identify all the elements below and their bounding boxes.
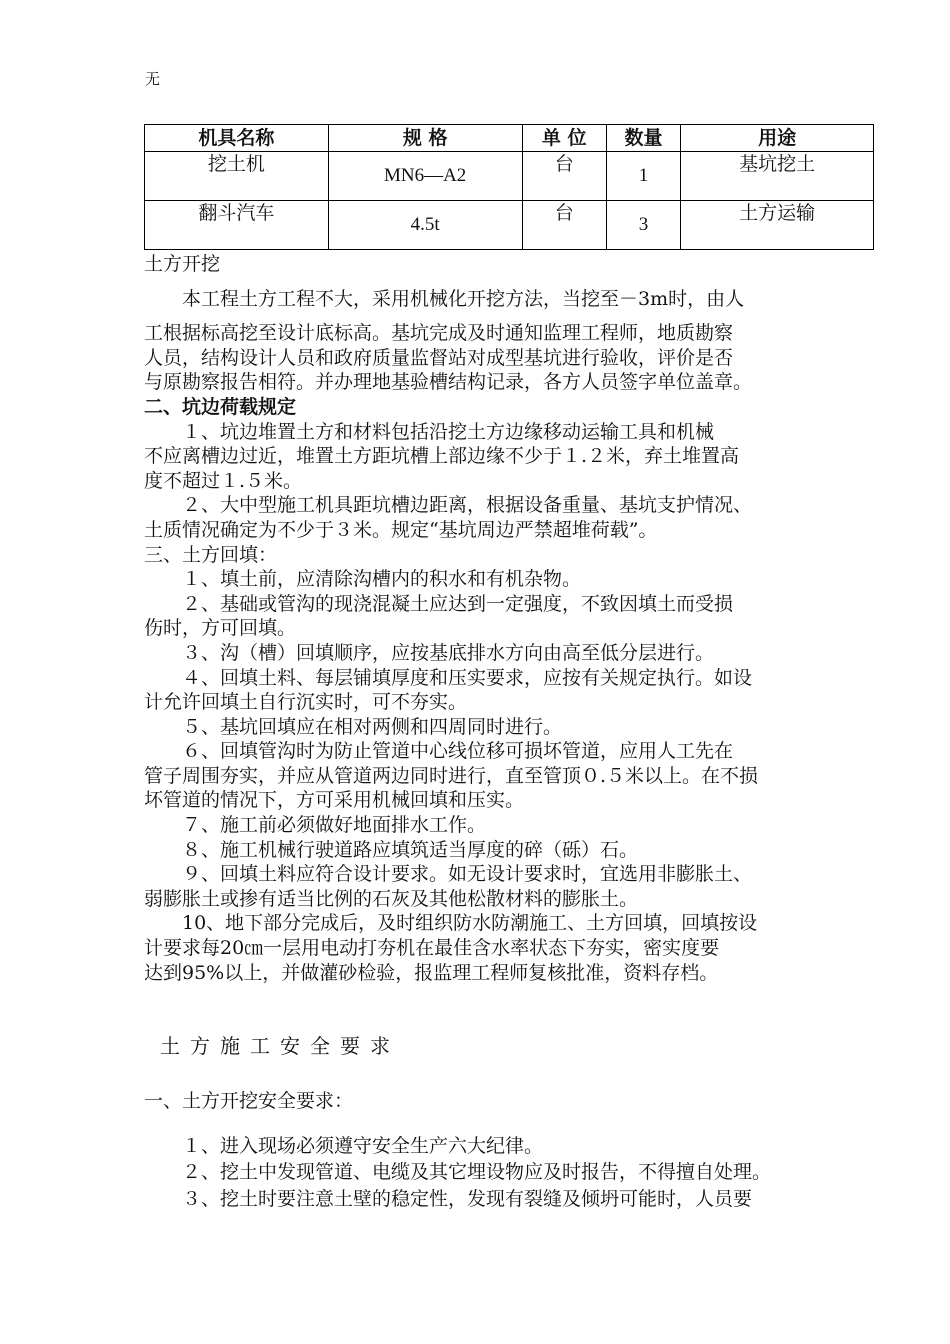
table-header-cell: 机具名称 xyxy=(145,125,329,152)
table-cell: 挖土机 xyxy=(145,152,329,201)
paragraph-line: 工根据标高挖至设计底标高。基坑完成及时通知监理工程师，地质勘察 xyxy=(144,322,734,345)
paragraph-line: 坏管道的情况下，方可采用机械回填和压实。 xyxy=(144,789,525,812)
paragraph-line: 本工程土方工程不大，采用机械化开挖方法，当挖至－3m时，由人 xyxy=(144,287,745,310)
paragraph-line: 与原勘察报告相符。并办理地基验槽结构记录，各方人员签字单位盖章。 xyxy=(144,371,753,394)
safety-line: ３、挖土时要注意土壁的稳定性，发现有裂缝及倾坍可能时，人员要 xyxy=(144,1187,753,1210)
paragraph-line: 不应离槽边过近，堆置土方距坑槽上部边缘不少于１.２米，弃土堆置高 xyxy=(144,445,740,468)
paragraph-line: ７、施工前必须做好地面排水工作。 xyxy=(144,814,487,837)
safety-line: ２、挖土中发现管道、电缆及其它埋设物应及时报告，不得擅自处理。 xyxy=(144,1161,772,1183)
table-cell: 台 xyxy=(522,152,606,201)
table-header-cell: 单 位 xyxy=(522,125,606,152)
header-mark: 无 xyxy=(145,70,161,88)
table-cell: 4.5t xyxy=(328,201,522,250)
paragraph-line: 伤时，方可回填。 xyxy=(144,617,297,640)
table-cell: 台 xyxy=(522,201,606,250)
safety-line: １、进入现场必须遵守安全生产六大纪律。 xyxy=(144,1134,544,1157)
table-row xyxy=(145,152,874,201)
paragraph-line: 人员，结构设计人员和政府质量监督站对成型基坑进行验收，评价是否 xyxy=(144,346,734,369)
paragraph-line: ２、大中型施工机具距坑槽边距离，根据设备重量、基坑支护情况、 xyxy=(144,494,753,517)
paragraph-line: ４、回填土料、每层铺填厚度和压实要求，应按有关规定执行。如设 xyxy=(144,666,753,689)
paragraph-line: ８、施工机械行驶道路应填筑适当厚度的碎（砾）石。 xyxy=(144,838,639,861)
paragraph-line: 度不超过１.５米。 xyxy=(144,469,303,492)
safety-section-title: 土方施工安全要求 xyxy=(160,1034,400,1058)
paragraph-line: ９、回填土料应符合设计要求。如无设计要求时，宜选用非膨胀土、 xyxy=(144,863,753,886)
paragraph-line: １、坑边堆置土方和材料包括沿挖土方边缘移动运输工具和机械 xyxy=(144,420,715,443)
table-cell: 翻斗汽车 xyxy=(145,201,329,250)
table-cell: 土方运输 xyxy=(681,201,874,250)
table-header-cell: 数量 xyxy=(606,125,680,152)
excavation-heading: 土方开挖 xyxy=(144,253,221,275)
paragraph-line: ２、基础或管沟的现浇混凝土应达到一定强度，不致因填土而受损 xyxy=(144,592,734,615)
table-header-cell: 用途 xyxy=(681,125,874,152)
paragraph-line: 计要求每20㎝一层用电动打夯机在最佳含水率状态下夯实，密实度要 xyxy=(144,937,720,960)
table-cell: 3 xyxy=(606,201,680,250)
paragraph-line: 管子周围夯实，并应从管道两边同时进行，直至管顶０.５米以上。在不损 xyxy=(144,764,759,787)
paragraph-line: ６、回填管沟时为防止管道中心线位移可损坏管道，应用人工先在 xyxy=(144,740,734,763)
paragraph-line: １、填土前，应清除沟槽内的积水和有机杂物。 xyxy=(144,568,582,591)
table-header-cell: 规 格 xyxy=(328,125,522,152)
paragraph-line: ５、基坑回填应在相对两侧和四周同时进行。 xyxy=(144,715,563,738)
paragraph-line: 土质情况确定为不少于３米。规定“基坑周边严禁超堆荷载”。 xyxy=(144,518,658,541)
safety-heading: 一、土方开挖安全要求： xyxy=(144,1090,354,1112)
equipment-table xyxy=(144,124,874,250)
table-header-row xyxy=(145,125,874,152)
paragraph-line: 10、地下部分完成后，及时组织防水防潮施工、土方回填，回填按设 xyxy=(144,912,758,935)
paragraph-line: 计允许回填土自行沉实时，可不夯实。 xyxy=(144,691,468,714)
safety-section xyxy=(144,1088,834,1212)
table-row xyxy=(145,201,874,250)
paragraph-line: ３、沟（槽）回填顺序，应按基底排水方向由高至低分层进行。 xyxy=(144,641,715,664)
backfill-heading: 三、土方回填： xyxy=(144,543,278,566)
load-heading: 二、坑边荷载规定 xyxy=(144,395,297,418)
table-cell: 1 xyxy=(606,152,680,201)
table-cell: MN6—A2 xyxy=(328,152,522,201)
body-text xyxy=(144,252,814,985)
paragraph-line: 弱膨胀土或掺有适当比例的石灰及其他松散材料的膨胀土。 xyxy=(144,887,639,910)
paragraph-line: 达到95%以上，并做灌砂检验，报监理工程师复核批准，资料存档。 xyxy=(144,961,719,984)
table-cell: 基坑挖土 xyxy=(681,152,874,201)
